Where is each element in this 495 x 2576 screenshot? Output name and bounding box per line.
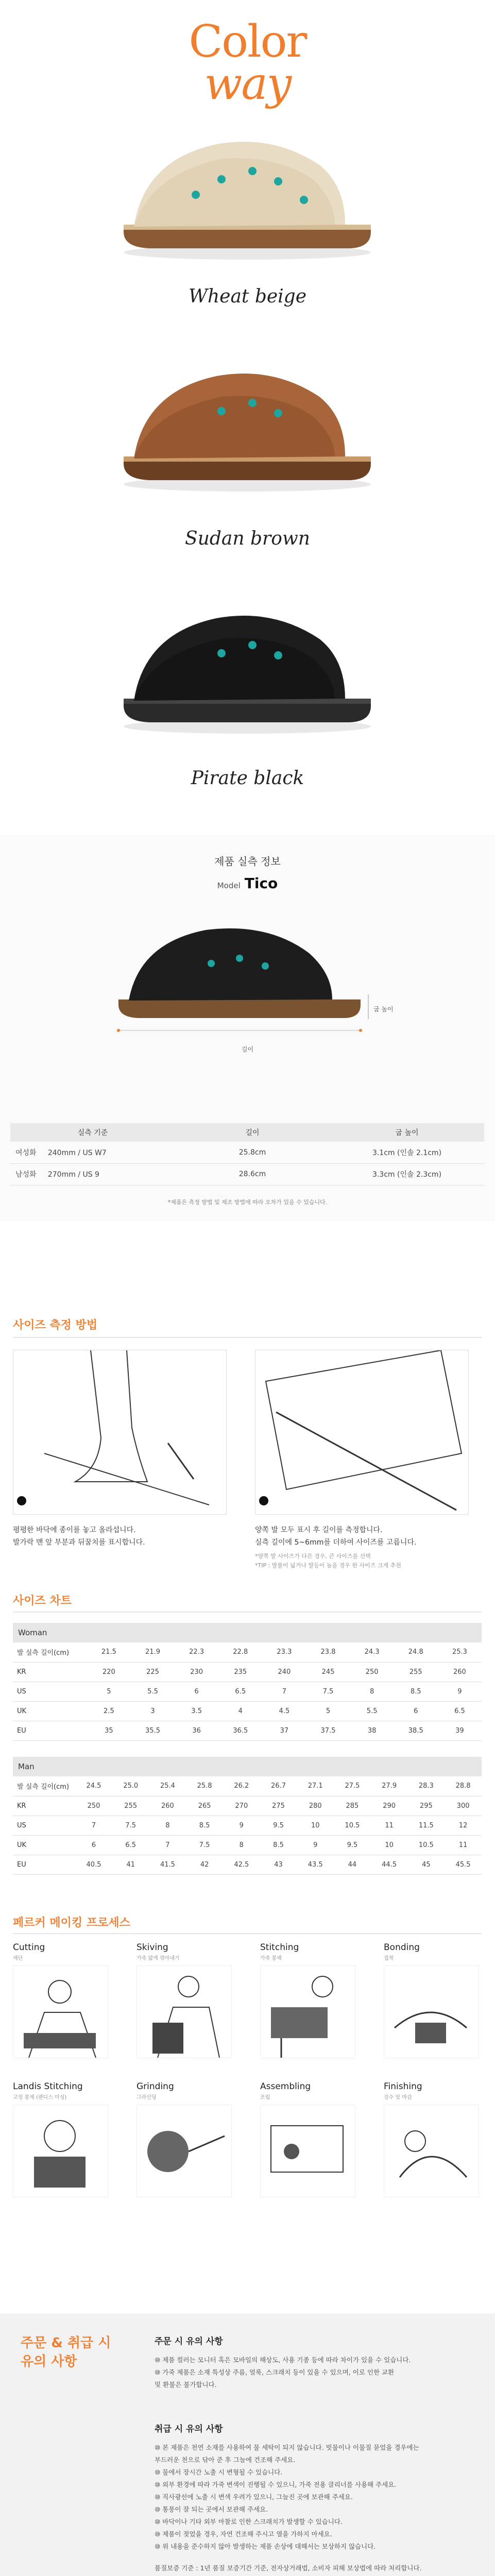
notice-order-title: 주문 & 취급 시 유의 사항 xyxy=(21,2335,111,2369)
divider xyxy=(13,1612,482,1613)
measurement-table: 실측 기준 길이 굽 높이 여성화 240mm / US W7 25.8cm 3.1cm (인솔 2.1cm) 남성화 270mm / US 9 28.6cm 3.3cm (인솔 2.3cm) xyxy=(10,1123,484,1185)
colorway-label-2: Sudan brown xyxy=(185,528,310,549)
guide-illustration-1 xyxy=(13,1350,227,1515)
process-image-grinding xyxy=(136,2105,232,2197)
process-step-cutting: Cutting 재단 xyxy=(13,1942,45,1961)
order-notes: 주문 시 유의 사항 ⑩ 제품 컬러는 모니터 혹은 모바일의 해상도, 사용 기종 등에 따라 차이가 있을 수 있습니다. ⑩ 가죽 제품은 소재 특성상 주름, 얼룩, 스크래치 등이 있을 수 있으며, 이로 인한 교환 및 환불은 불가합니다. xyxy=(155,2336,411,2388)
guide-illustration-2 xyxy=(255,1350,469,1515)
notice-order-section xyxy=(0,2313,495,2576)
colorway-label-1: Wheat beige xyxy=(188,286,307,307)
table-row: EU 35 35.5 36 36.5 37 37.5 38 38.5 39 xyxy=(13,1721,482,1740)
table-row: 남성화 270mm / US 9 28.6cm 3.3cm (인솔 2.3cm) xyxy=(10,1163,484,1185)
guide-step-1-text: 평평한 바닥에 종이를 놓고 올라섭니다. 발가락 맨 앞 부분과 뒤꿈치를 표시합니다. xyxy=(13,1526,145,1547)
process-step-assembling: Assembling 조립 xyxy=(260,2081,311,2100)
process-image-finishing xyxy=(384,2105,479,2197)
process-step-bonding: Bonding 접착 xyxy=(384,1942,420,1961)
shoe-image-wheat-beige xyxy=(103,103,391,268)
table-row: KR 220 225 230 235 240 245 250 255 260 xyxy=(13,1662,482,1682)
guide-step-2-text: 양쪽 발 모두 표시 후 길이를 측정합니다. 실측 길이에 5~6mm를 더하여 사이즈를 고릅니다. xyxy=(255,1526,417,1547)
size-chart-heading: 사이즈 차트 xyxy=(13,1595,72,1607)
measurement-heading: 제품 실측 정보 xyxy=(214,855,281,868)
divider xyxy=(13,1337,482,1338)
care-notes: 취급 시 유의 사항 ⑩ 본 제품은 천연 소재를 사용하여 물 세탁이 되지 않습니다. 빗물이나 이물질 묻었을 경우에는 부드러운 천으로 닦아 준 후 그늘에 건조해 주세요. ⑩ 물에서 장시간 노출 시 변형될 수 있습니다. ⑩ 외부 환경에 따라 가죽 변색이 진행될 수 있으니, 가죽 전용 클리너를 사용해 주세요. ⑩ 직사광선에 노출 시 변색 우려가 있으니, 그늘진 곳에 보관해 주세요. ⑩ 통풍이 잘 되는 곳에서 보관해 주세요. ⑩ 바닥이나 기타 외부 마찰로 인한 스크래치가 발생할 수 있습니다. ⑩ 제품이 젖었을 경우, 자연 건조해 주시고 열을 가하지 마세요. ⑩ 위 내용을 준수하지 않아 발생하는 제품 손상에 대해서는 보상하지 않습니다. 품질보증 기준 : 1년 품질 보증기간 기준, 전자상거래법, 소비자 피해 보상법에 따라 처리합니다. xyxy=(155,2424,422,2572)
process-image-bonding xyxy=(384,1965,479,2058)
process-step-finishing: Finishing 검수 및 마감 xyxy=(384,2081,422,2100)
length-label: 길이 xyxy=(241,1046,254,1053)
colorway-title: Color way xyxy=(189,16,306,110)
table-row: UK 2.5 3 3.5 4 4.5 5 5.5 6 6.5 xyxy=(13,1701,482,1721)
process-step-stitching: Stitching 가죽 봉제 xyxy=(260,1942,299,1961)
table-row: 발 실측 길이(cm) 24.5 25.0 25.4 25.8 26.2 26.7 27.1 27.5 27.9 28.3 28.8 xyxy=(13,1776,482,1796)
table-row: KR 250 255 260 265 270 275 280 285 290 295 300 xyxy=(13,1796,482,1816)
shoe-image-pirate-black xyxy=(103,577,391,742)
table-row: 발 실측 길이(cm) 21.5 21.9 22.3 22.8 23.3 23.8 24.3 24.8 25.3 xyxy=(13,1642,482,1662)
measurement-section xyxy=(0,835,495,1221)
process-image-skiving xyxy=(136,1965,232,2058)
guide-step-2-notes: *양쪽 발 사이즈가 다른 경우, 큰 사이즈를 선택 *TIP : 발볼이 넓거나 발등이 높을 경우 한 사이즈 크게 추천 xyxy=(255,1553,401,1569)
model-line: Model Tico xyxy=(217,875,278,892)
size-table-woman: Woman 발 실측 길이(cm) 21.5 21.9 22.3 22.8 23.3 23.8 24.3 24.8 25.3 KR 220 225 230 235 240 245 250 255 260 US 5 5.5 6 6.5 7 7.5 8 8.5 9 UK 2.5 3 3.5 4 4.5 5 5.5 6 6.5 EU 35 35.5 36 36.5 37 37.5 38 38.5 39 xyxy=(13,1623,482,1741)
heel-height-label: 굽 높이 xyxy=(373,1006,394,1013)
table-row: EU 40.5 41 41.5 42 42.5 43 43.5 44 44.5 45 45.5 xyxy=(13,1855,482,1874)
size-guide-heading: 사이즈 측정 방법 xyxy=(13,1319,98,1332)
size-table-man: Man 발 실측 길이(cm) 24.5 25.0 25.4 25.8 26.2 26.7 27.1 27.5 27.9 28.3 28.8 KR 250 255 260 265 270 275 280 285 290 295 300 US 7 7.5 8 8.5 9 9.5 10 10.5 11 11.5 12 UK 6 6.5 7 7.5 8 8.5 9 9.5 10 10.5 11 EU 40.5 41 41.5 42 42.5 43 43.5 44 44.5 45 45.5 xyxy=(13,1757,482,1875)
process-image-cutting xyxy=(13,1965,108,2058)
process-image-landis-stitching xyxy=(13,2105,108,2197)
process-step-landis-stitching: Landis Stitching 고정 봉제 (랜디스 미싱) xyxy=(13,2081,83,2100)
measure-shoe-image xyxy=(103,902,391,1036)
colorway-label-3: Pirate black xyxy=(191,768,304,789)
divider xyxy=(13,1933,482,1934)
process-heading: 페르커 메이킹 프로세스 xyxy=(13,1917,130,1929)
table-row: US 7 7.5 8 8.5 9 9.5 10 10.5 11 11.5 12 xyxy=(13,1816,482,1835)
process-step-skiving: Skiving 가죽 얇게 깎아내기 xyxy=(136,1942,180,1961)
table-row: US 5 5.5 6 6.5 7 7.5 8 8.5 9 xyxy=(13,1682,482,1701)
table-row: UK 6 6.5 7 7.5 8 8.5 9 9.5 10 10.5 11 xyxy=(13,1835,482,1855)
process-image-assembling xyxy=(260,2105,355,2197)
table-row: 여성화 240mm / US W7 25.8cm 3.1cm (인솔 2.1cm) xyxy=(10,1142,484,1163)
shoe-image-sudan-brown xyxy=(103,335,391,500)
process-image-stitching xyxy=(260,1965,355,2058)
measurement-note: *제품은 측정 방법 및 제조 방법에 따라 오차가 있을 수 있습니다. xyxy=(167,1199,328,1206)
process-step-grinding: Grinding 그라인딩 xyxy=(136,2081,174,2100)
